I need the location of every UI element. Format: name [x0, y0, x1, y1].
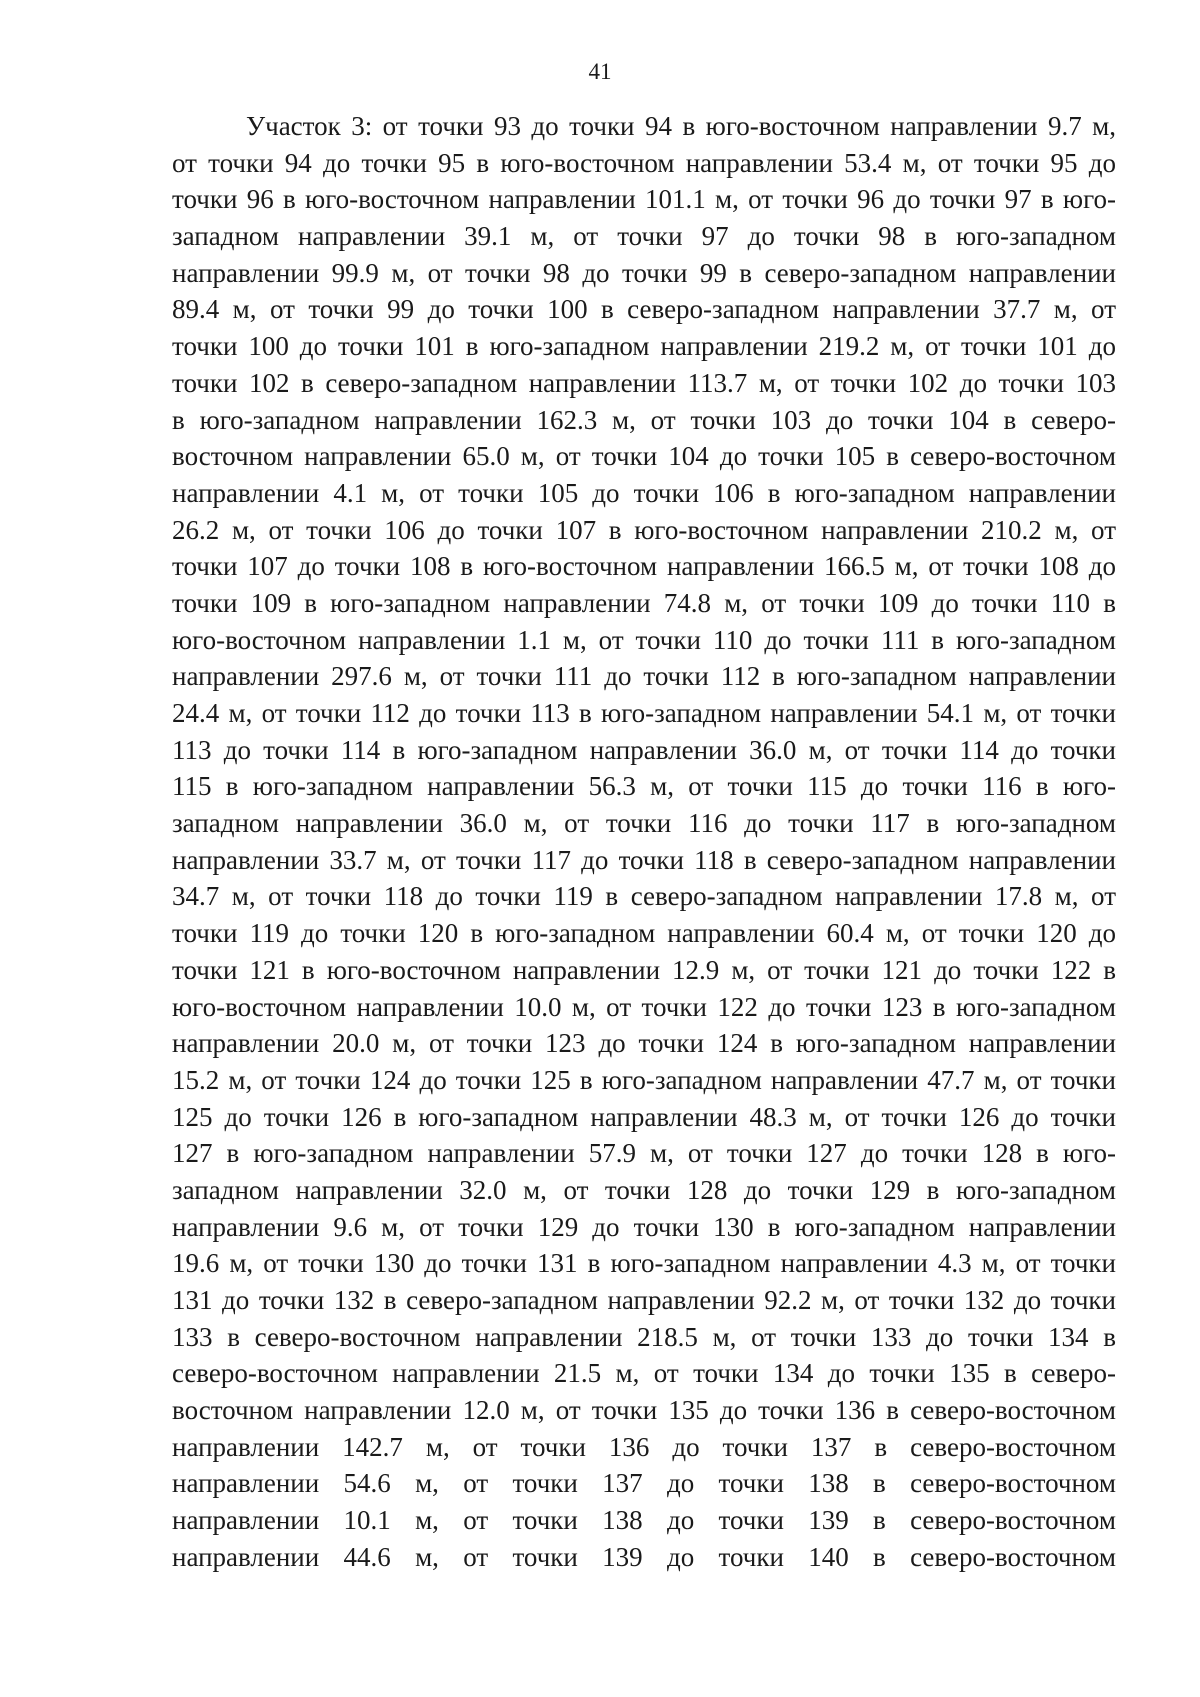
text-line: направлении 9.6 м, от точки 129 до точки 130 в юго-западном направлении: [172, 1211, 1116, 1242]
text-line: 125 до точки 126 в юго-западном направлении 48.3 м, от точки 126 до точки: [172, 1101, 1116, 1132]
text-line: 19.6 м, от точки 130 до точки 131 в юго-западном направлении 4.3 м, от точки: [172, 1248, 1116, 1279]
text-line: направлении 54.6 м, от точки 137 до точки 138 в северо-восточном: [172, 1468, 1116, 1499]
text-line: точки 119 до точки 120 в юго-западном направлении 60.4 м, от точки 120 до: [172, 918, 1116, 949]
text-line: точки 107 до точки 108 в юго-восточном направлении 166.5 м, от точки 108 до: [172, 551, 1116, 582]
text-line: восточном направлении 65.0 м, от точки 104 до точки 105 в северо-восточном: [172, 441, 1116, 472]
body-paragraph: [172, 108, 1116, 1576]
text-line: направлении 20.0 м, от точки 123 до точки 124 в юго-западном направлении: [172, 1028, 1116, 1059]
text-line: юго-восточном направлении 10.0 м, от точки 122 до точки 123 в юго-западном: [172, 991, 1116, 1022]
text-line: направлении 297.6 м, от точки 111 до точки 112 в юго-западном направлении: [172, 661, 1116, 692]
text-line: в юго-западном направлении 162.3 м, от точки 103 до точки 104 в северо-: [172, 404, 1116, 435]
text-line: 133 в северо-восточном направлении 218.5 м, от точки 133 до точки 134 в: [172, 1321, 1116, 1352]
text-line: Участок 3: от точки 93 до точки 94 в юго-восточном направлении 9.7 м,: [246, 111, 1116, 141]
text-line: точки 109 в юго-западном направлении 74.8 м, от точки 109 до точки 110 в: [172, 587, 1116, 618]
text-line: северо-восточном направлении 21.5 м, от точки 134 до точки 135 в северо-: [172, 1358, 1116, 1389]
text-line: 34.7 м, от точки 118 до точки 119 в северо-западном направлении 17.8 м, от: [172, 881, 1116, 912]
text-line: точки 100 до точки 101 в юго-западном направлении 219.2 м, от точки 101 до: [172, 331, 1116, 362]
text-line: западном направлении 32.0 м, от точки 128 до точки 129 в юго-западном: [172, 1174, 1116, 1205]
text-line: точки 102 в северо-западном направлении 113.7 м, от точки 102 до точки 103: [172, 367, 1116, 398]
text-line: юго-восточном направлении 1.1 м, от точки 110 до точки 111 в юго-западном: [172, 624, 1116, 655]
text-line: точки 121 в юго-восточном направлении 12.9 м, от точки 121 до точки 122 в: [172, 954, 1116, 985]
text-line: направлении 33.7 м, от точки 117 до точки 118 в северо-западном направлении: [172, 844, 1116, 875]
text-line: направлении 142.7 м, от точки 136 до точки 137 в северо-восточном: [172, 1431, 1116, 1462]
page-number: 41: [588, 59, 612, 84]
text-line: 24.4 м, от точки 112 до точки 113 в юго-западном направлении 54.1 м, от точки: [172, 698, 1116, 728]
text-line: западном направлении 39.1 м, от точки 97 до точки 98 в юго-западном: [172, 221, 1116, 252]
text-line: 89.4 м, от точки 99 до точки 100 в северо-западном направлении 37.7 м, от: [172, 294, 1116, 325]
text-line: западном направлении 36.0 м, от точки 116 до точки 117 в юго-западном: [172, 808, 1116, 839]
text-line: от точки 94 до точки 95 в юго-восточном направлении 53.4 м, от точки 95 до: [172, 147, 1116, 178]
text-line: 113 до точки 114 в юго-западном направлении 36.0 м, от точки 114 до точки: [172, 734, 1116, 765]
text-line: направлении 99.9 м, от точки 98 до точки 99 в северо-западном направлении: [172, 257, 1116, 288]
text-line: восточном направлении 12.0 м, от точки 135 до точки 136 в северо-восточном: [172, 1395, 1116, 1426]
text-line: направлении 10.1 м, от точки 138 до точки 139 в северо-восточном: [172, 1505, 1116, 1536]
text-line: 15.2 м, от точки 124 до точки 125 в юго-западном направлении 47.7 м, от точки: [172, 1064, 1116, 1095]
text-line: 127 в юго-западном направлении 57.9 м, от точки 127 до точки 128 в юго-: [172, 1138, 1116, 1169]
text-line: направлении 4.1 м, от точки 105 до точки 106 в юго-западном направлении: [172, 477, 1116, 508]
text-line: точки 96 в юго-восточном направлении 101.1 м, от точки 96 до точки 97 в юго-: [172, 184, 1116, 215]
text-line: 131 до точки 132 в северо-западном направлении 92.2 м, от точки 132 до точки: [172, 1285, 1116, 1315]
text-line: направлении 44.6 м, от точки 139 до точки 140 в северо-восточном: [172, 1541, 1116, 1572]
text-line: 115 в юго-западном направлении 56.3 м, от точки 115 до точки 116 в юго-: [172, 771, 1116, 802]
text-line: 26.2 м, от точки 106 до точки 107 в юго-восточном направлении 210.2 м, от: [172, 514, 1116, 545]
